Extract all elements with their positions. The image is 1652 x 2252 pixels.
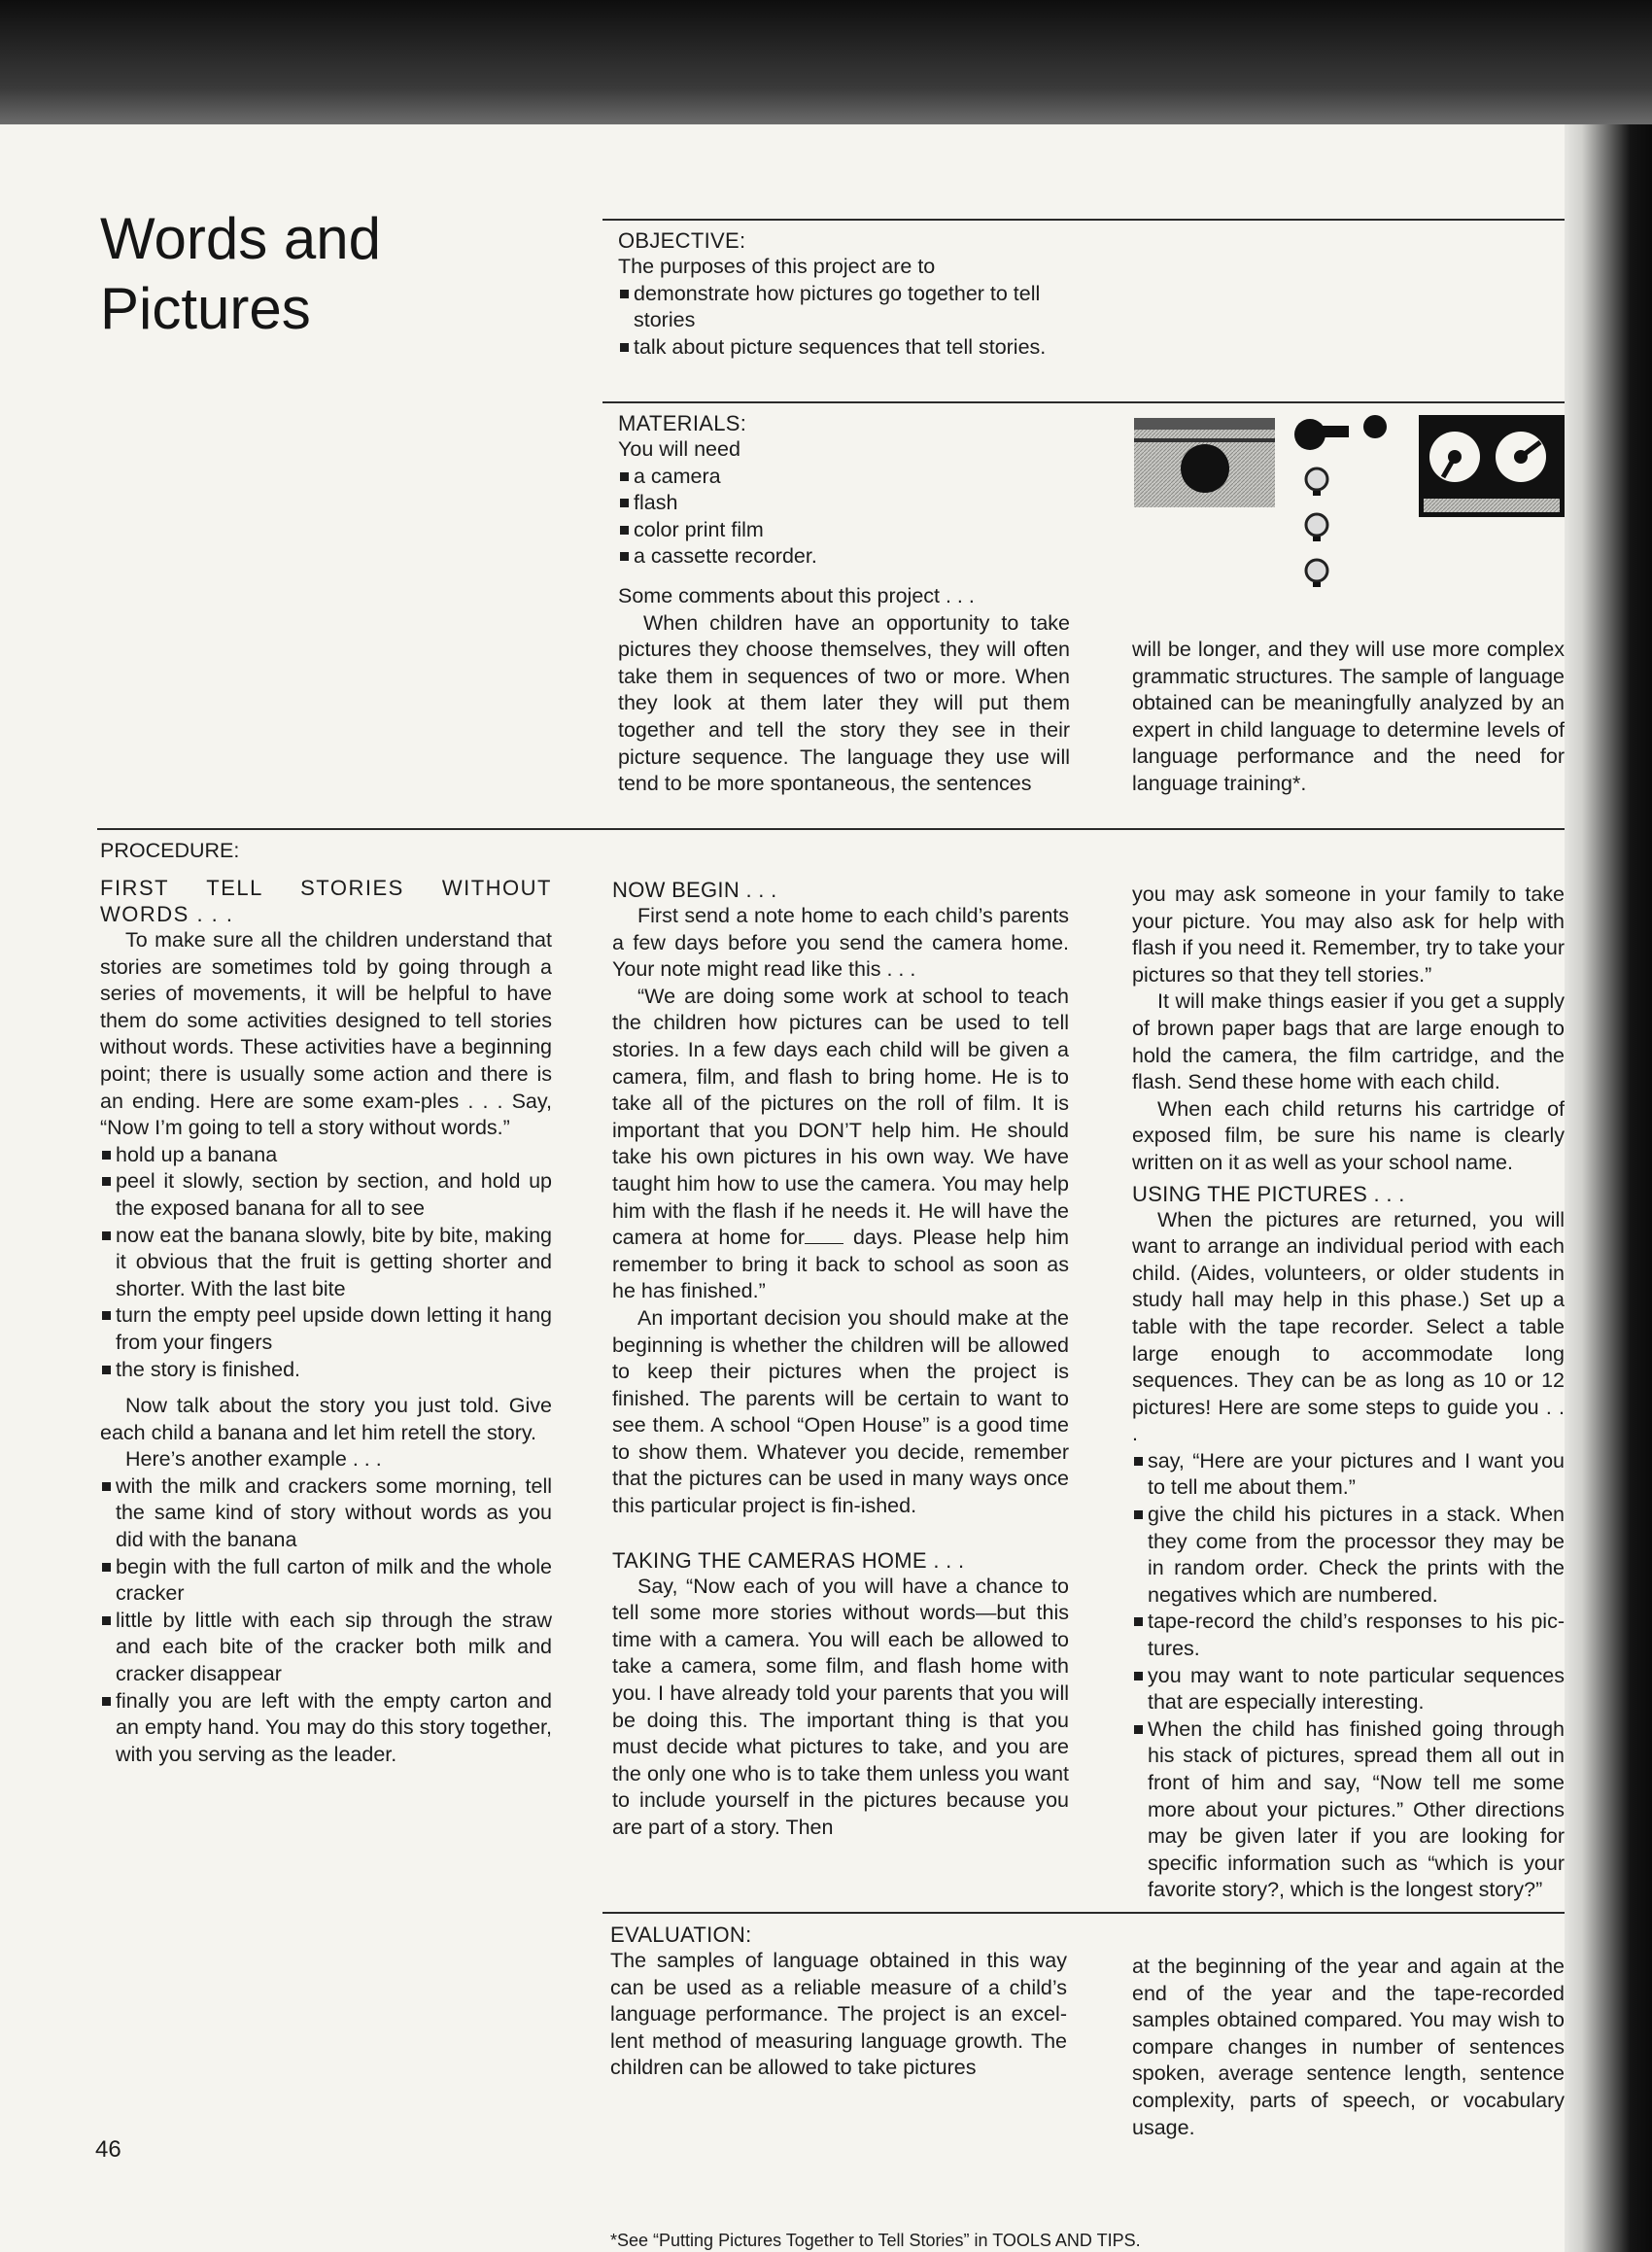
objective-heading: OBJECTIVE: (618, 228, 746, 253)
now-begin-heading: NOW BEGIN . . . (612, 878, 777, 902)
camera-icon (1134, 418, 1275, 507)
materials-rule (602, 401, 1565, 403)
banana-steps-list (100, 1142, 552, 1383)
banana-step: peel it slowly, section by section, and hold up the exposed banana for all to see (100, 1168, 552, 1222)
scan-right-shadow (1565, 124, 1652, 2252)
procedure-col3-para: When the pictures are returned, you will want to arrange an individual period with each child. (Aides, volunteers, or older students in study hall may help in this phase.) Set up a table with the tape recorder. Select a table large enough to accommodate long sequences. They can be as long as 10 or 12 pictures! Here are some steps to guide you . . . (1132, 1207, 1565, 1446)
days-blank (805, 1243, 843, 1244)
objective-item: talk about picture sequences that tell stories. (618, 334, 1075, 362)
taking-cameras-home-heading: TAKING THE CAMERAS HOME . . . (612, 1547, 965, 1573)
parent-note-part-1: “We are doing some work at school to teach the children how pictures can be used to tell stories. In a few days each child will be given a camera, film, and flash to bring home. He is to take all of the pictures on the roll of film. It is important that you DON’T help him. He should take his own pictures in his own way. We have taught him how to use the camera. You may help him with the flash if he needs it. He will have the camera at home for (612, 984, 1069, 1250)
procedure-col3-para: It will make things easier if you get a supply of brown paper bags that are large enough to hold the camera, the film cartridge, and the flash. Send these home with each child. (1132, 989, 1565, 1094)
objective-list (618, 281, 1075, 362)
stories-without-words-heading: FIRST TELL STORIES WITHOUT WORDS . . . (100, 876, 552, 926)
procedure-col1-para: Now talk about the story you just told. Give each child a banana and let him retell the story. (100, 1394, 552, 1444)
materials-item: a cassette recorder. (618, 543, 1075, 571)
using-pictures-step: say, “Here are your pictures and I want you to tell me about them.” (1132, 1448, 1565, 1502)
procedure-col2-para: An important decision you should make at the beginning is whether the children will be allowed to keep their pictures when the project is finished. The parents will be certain to want to see them. A school “Open House” is a good time to show them. Whatever you decide, remember that the pictures can be used in many ways once this particular project is fin-ished. (612, 1305, 1069, 1518)
milk-step: with the milk and crackers some morning, tell the same kind of story without words as you did with the banana (100, 1473, 552, 1554)
scan-top-shadow (0, 0, 1652, 126)
using-pictures-step: When the child has finished going through his stack of pictures, spread them all out in front of him and say, “Now tell me some more about your pictures.” Other directions may be given later if you are looking for specific information such as “which is your favorite story?, which is the longest story?” (1132, 1716, 1565, 1904)
using-pictures-steps (1132, 1448, 1565, 1904)
comments-col1 (618, 583, 1070, 798)
procedure-col2-para: First send a note home to each child’s parents a few days before you send the camera home. Your note might read like this . . . (612, 904, 1069, 982)
equipment-illustration (1132, 413, 1565, 598)
materials-section (618, 410, 1075, 571)
cassette-recorder-icon (1419, 415, 1565, 517)
milk-steps-list (100, 1473, 552, 1769)
procedure-col1-para: Here’s another example . . . (125, 1447, 382, 1472)
procedure-col1 (100, 875, 552, 1768)
materials-list (618, 464, 1075, 571)
materials-heading: MATERIALS: (618, 411, 747, 435)
footnote: *See “Putting Pictures Together to Tell Stories” in TOOLS AND TIPS. (610, 2231, 1141, 2250)
objective-section (618, 227, 1075, 361)
comments-text-2: will be longer, and they will use more complex grammatic structures. The sample of language obtained can be meaningfully analyzed by an expert in child language to determine levels of language performance and the need for language training*. (1132, 638, 1565, 795)
using-pictures-step: you may want to note particular sequences that are especially interesting. (1132, 1663, 1565, 1716)
procedure-heading: PROCEDURE: (100, 839, 240, 862)
procedure-col3-para: you may ask someone in your family to take your picture. You may also ask for help with flash if you need it. Remember, try to take your pictures so that they tell stories.” (1132, 883, 1565, 987)
objective-rule (602, 219, 1565, 221)
evaluation-rule (602, 1912, 1565, 1914)
page-number: 46 (95, 2136, 121, 2163)
procedure-col2 (612, 877, 1069, 1842)
procedure-col2-para: Say, “Now each of you will have a chance to tell some more stories without words—but this time with a camera. You will each be allowed to take a camera, some film, and flash home with you. I have already told your parents that you will be doing this. The important thing is that you must decide what pictures to take, and you are the only one who is to take them unless you want to include yourself in the pictures because you are part of a story. Then (612, 1574, 1069, 1839)
using-pictures-step: tape-record the child’s responses to his pic-tures. (1132, 1609, 1565, 1662)
procedure-col1-para: To make sure all the children understand that stories are sometimes told by going through a series of movements, it will be helpful to have them do some activities designed to tell stories without words. These activities have a beginning point; there is usually some action and there is an ending. Here are some exam-ples . . . Say, “Now I’m going to tell a story without words.” (100, 928, 552, 1140)
objective-intro: The purposes of this project are to (618, 255, 936, 278)
procedure-rule (97, 828, 1565, 830)
banana-step: now eat the banana slowly, bite by bite, making it obvious that the fruit is getting shorter and shorter. With the last bite (100, 1223, 552, 1303)
milk-step: finally you are left with the empty carton and an empty hand. You may do this story together, with you serving as the leader. (100, 1688, 552, 1769)
procedure-col3-para: When each child returns his cartridge of exposed film, be sure his name is clearly written on it as well as your school name. (1132, 1096, 1565, 1174)
title-line-1: Words and (100, 206, 382, 271)
title-line-2: Pictures (100, 276, 311, 341)
materials-item: a camera (618, 464, 1075, 491)
evaluation-col2 (1132, 1954, 1565, 2141)
using-pictures-heading: USING THE PICTURES . . . (1132, 1181, 1405, 1206)
comments-intro: Some comments about this project . . . (618, 584, 975, 607)
banana-step: turn the empty peel upside down letting it hang from your fingers (100, 1302, 552, 1356)
banana-step: the story is finished. (100, 1357, 552, 1384)
using-pictures-step: give the child his pictures in a stack. When they come from the processor they may be in random order. Check the prints with the negatives which are numbered. (1132, 1502, 1565, 1609)
procedure-col3 (1132, 882, 1565, 1904)
parent-note (612, 984, 1069, 1305)
parent-note-part-2: days. Please help him remember to bring it back to school as soon as he has finished.” (612, 1226, 1069, 1303)
comments-col2 (1132, 637, 1565, 798)
materials-item: flash (618, 490, 1075, 517)
evaluation-text-1: The samples of language obtained in this way can be used as a reliable measure of a child’s language performance. The project is an excel-lent method of measuring language growth. The children can be allowed to take pictures (610, 1949, 1067, 2080)
page-title (100, 204, 381, 344)
comments-text-1: When children have an opportunity to take pictures they choose themselves, they will often take them in sequences of two or more. When they look at them later they will put them together and tell the story they see in their picture sequence. The language they use will tend to be more spontaneous, the sentences (618, 610, 1070, 796)
flash-icon (1294, 415, 1387, 587)
materials-intro: You will need (618, 437, 740, 461)
materials-item: color print film (618, 517, 1075, 544)
evaluation-col1 (610, 1922, 1067, 2082)
evaluation-text-2: at the beginning of the year and again at the end of the year and the tape-recorded samples obtained compared. You may wish to compare changes in number of sentences spoken, average sentence length, sentence complexity, parts of speech, or vocabulary usage. (1132, 1955, 1565, 2139)
milk-step: begin with the full carton of milk and the whole cracker (100, 1554, 552, 1608)
objective-item: demonstrate how pictures go together to tell stories (618, 281, 1075, 334)
evaluation-heading: EVALUATION: (610, 1923, 752, 1947)
banana-step: hold up a banana (100, 1142, 552, 1169)
milk-step: little by little with each sip through the straw and each bite of the cracker both milk and cracker disappear (100, 1608, 552, 1688)
